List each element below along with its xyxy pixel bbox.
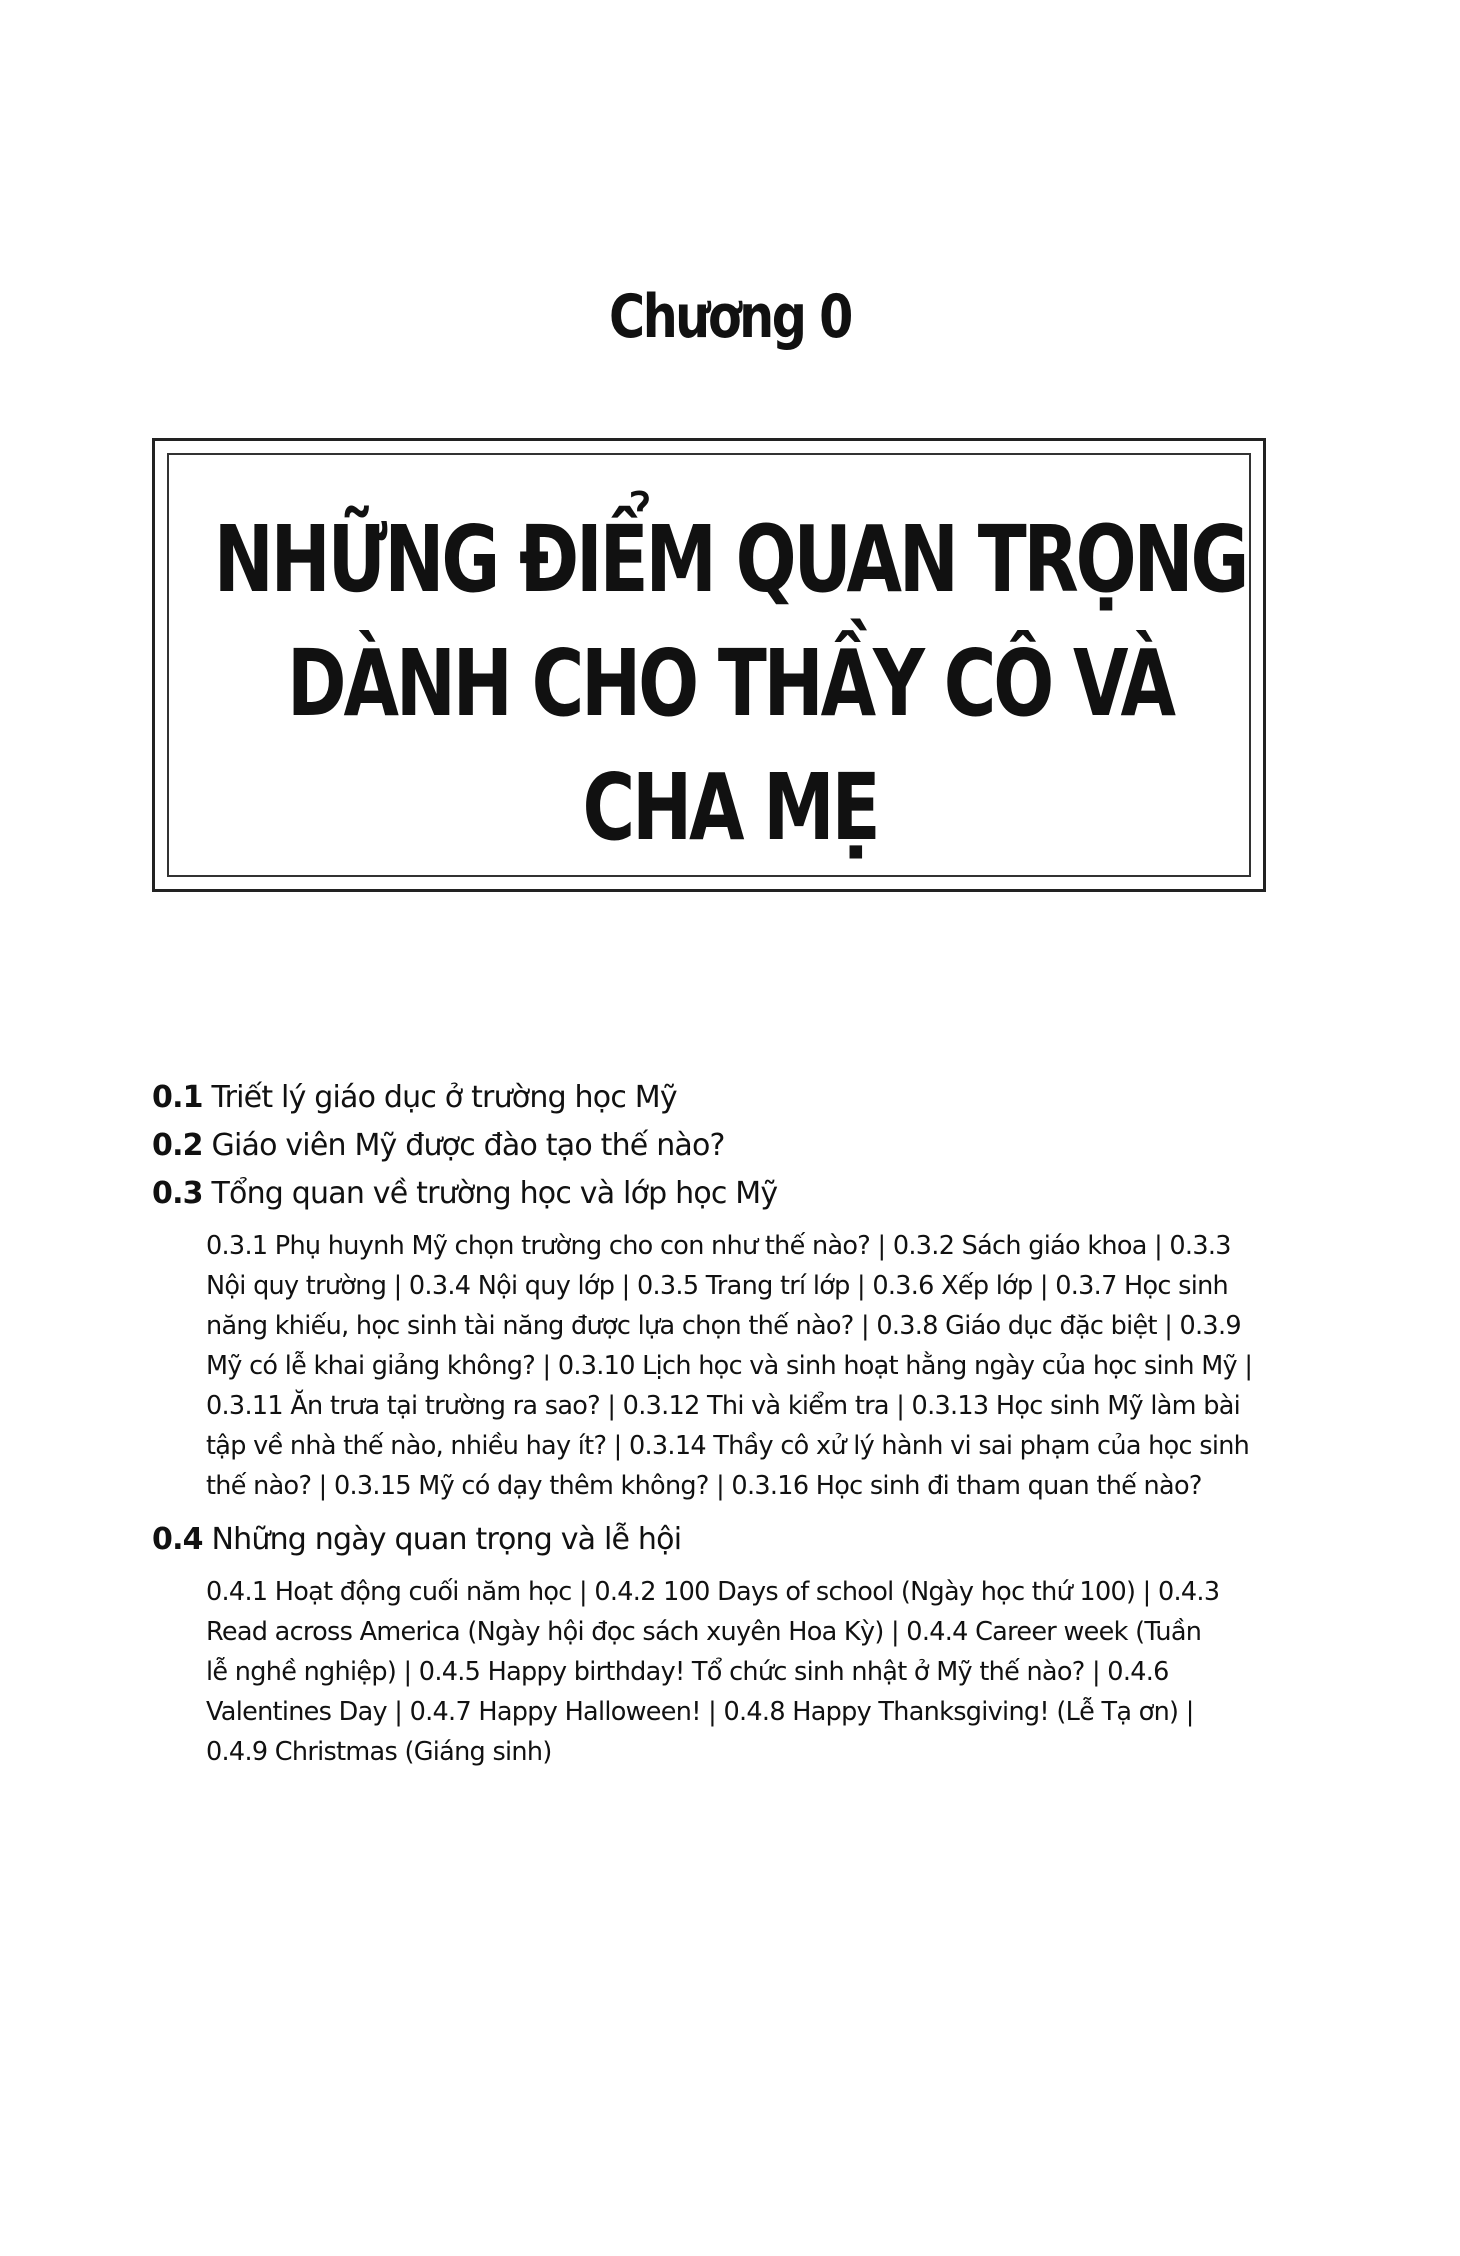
toc-section-0-4 <box>152 1516 1262 1564</box>
toc-subsection-line: năng khiếu, học sinh tài năng được lựa chọn thế nào? | 0.3.8 Giáo dục đặc biệt | 0.3.9 <box>206 1311 1241 1341</box>
toc-subsections-0-3 <box>206 1226 1253 1506</box>
toc-subsection-line: Read across America (Ngày hội đọc sách xuyên Hoa Kỳ) | 0.4.4 Career week (Tuần <box>206 1617 1202 1647</box>
toc-subsection-line: 0.3.1 Phụ huynh Mỹ chọn trường cho con như thế nào? | 0.3.2 Sách giáo khoa | 0.3.3 <box>206 1231 1231 1261</box>
table-of-contents <box>152 1074 1262 1782</box>
toc-subsection-line: tập về nhà thế nào, nhiều hay ít? | 0.3.14 Thầy cô xử lý hành vi sai phạm của học sinh <box>206 1431 1250 1461</box>
toc-subsection-line: Nội quy trường | 0.3.4 Nội quy lớp | 0.3.5 Trang trí lớp | 0.3.6 Xếp lớp | 0.3.7 Học sinh <box>206 1271 1229 1301</box>
chapter-title <box>161 498 1300 870</box>
toc-section-0-1 <box>152 1074 1262 1122</box>
toc-subsection-line: lễ nghề nghiệp) | 0.4.5 Happy birthday! Tổ chức sinh nhật ở Mỹ thế nào? | 0.4.6 <box>206 1657 1169 1687</box>
toc-section-number: 0.1 <box>152 1080 203 1115</box>
toc-section-number: 0.2 <box>152 1128 203 1163</box>
chapter-label: Chương 0 <box>609 282 851 352</box>
toc-section-title: Những ngày quan trọng và lễ hội <box>211 1522 682 1557</box>
chapter-title-line: DÀNH CHO THẦY CÔ VÀ <box>287 630 1173 737</box>
toc-section-number: 0.4 <box>152 1522 203 1557</box>
toc-subsection-line: 0.4.9 Christmas (Giáng sinh) <box>206 1737 552 1767</box>
chapter-title-line: NHỮNG ĐIỂM QUAN TRỌNG <box>213 506 1247 613</box>
toc-section-0-2 <box>152 1122 1262 1170</box>
toc-subsection-line: thế nào? | 0.3.15 Mỹ có dạy thêm không? | 0.3.16 Học sinh đi tham quan thế nào? <box>206 1471 1202 1501</box>
toc-subsections-0-4 <box>206 1572 1226 1772</box>
toc-section-title: Giáo viên Mỹ được đào tạo thế nào? <box>211 1128 725 1163</box>
toc-subsection-line: 0.3.11 Ăn trưa tại trường ra sao? | 0.3.12 Thi và kiểm tra | 0.3.13 Học sinh Mỹ làm bài <box>206 1391 1241 1421</box>
toc-section-title: Tổng quan về trường học và lớp học Mỹ <box>211 1176 778 1211</box>
toc-subsection-line: Mỹ có lễ khai giảng không? | 0.3.10 Lịch học và sinh hoạt hằng ngày của học sinh Mỹ | <box>206 1351 1253 1381</box>
toc-subsection-line: 0.4.1 Hoạt động cuối năm học | 0.4.2 100 Days of school (Ngày học thứ 100) | 0.4.3 <box>206 1577 1220 1607</box>
toc-section-title: Triết lý giáo dục ở trường học Mỹ <box>211 1080 677 1115</box>
chapter-title-line: CHA MẸ <box>582 754 878 861</box>
toc-subsection-line: Valentines Day | 0.4.7 Happy Halloween! | 0.4.8 Happy Thanksgiving! (Lễ Tạ ơn) | <box>206 1697 1194 1727</box>
toc-section-0-3 <box>152 1170 1262 1218</box>
toc-section-number: 0.3 <box>152 1176 203 1211</box>
